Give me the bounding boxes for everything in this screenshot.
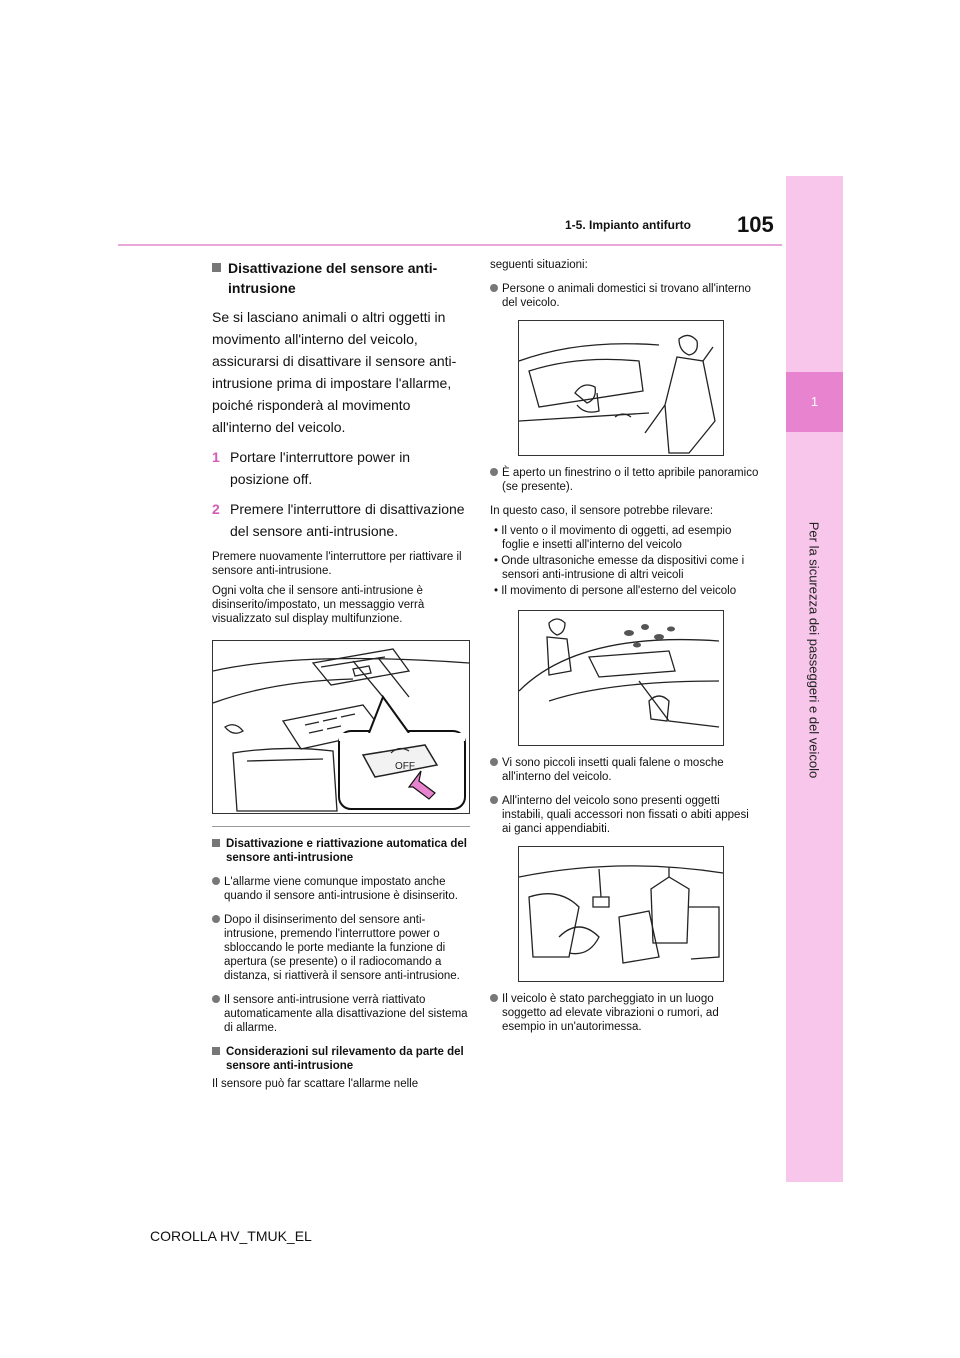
list-item: Dopo il disinserimento del sensore anti-intrusione, premendo l'interruttore power o sbloccando le porte mediante la funzione di apertura (se presente) o il radiocomando a distanza, si riattiverà il sensore anti-intrusione. — [212, 913, 470, 983]
heading-disable-sensor: Disattivazione del sensore anti-intrusione — [212, 258, 470, 298]
list-item: Persone o animali domestici si trovano all'interno del veicolo. — [490, 282, 760, 310]
bullet-dot-icon — [212, 995, 220, 1003]
section-divider — [212, 826, 470, 827]
left-column — [212, 258, 470, 1097]
overhead-console-illustration — [213, 641, 469, 813]
sunroof-open-illustration — [519, 611, 723, 745]
list-item: È aperto un finestrino o il tetto apribile panoramico (se presente). — [490, 466, 760, 494]
note-display-message: Ogni volta che il sensore anti-intrusione è disinserito/impostato, un messaggio verrà visualizzato sul display multifunzione. — [212, 585, 425, 625]
continued-text: seguenti situazioni: — [490, 259, 588, 271]
bullet-dot-icon — [490, 758, 498, 766]
detection-intro: In questo caso, il sensore potrebbe rilevare: — [490, 505, 714, 517]
bullet-dot-icon — [490, 468, 498, 476]
list-item: Il veicolo è stato parcheggiato in un luogo soggetto ad elevate vibrazioni o rumori, ad esempio in un'autorimessa. — [490, 992, 760, 1034]
header-rule — [118, 244, 782, 246]
list-item: All'interno del veicolo sono presenti oggetti instabili, quali accessori non fissati o abiti appesi ai ganci appendiabiti. — [490, 794, 760, 836]
bullet-dot-icon — [490, 284, 498, 292]
right-column — [490, 258, 760, 1044]
list-item: L'allarme viene comunque impostato anche quando il sensore anti-intrusione è disinserito. — [212, 875, 470, 903]
bullet-dot-icon — [490, 796, 498, 804]
square-bullet-icon — [212, 839, 220, 847]
sub-list-item: • Onde ultrasoniche emesse da dispositivi come i sensori anti-intrusione di altri veicoli — [494, 555, 745, 581]
square-bullet-icon — [212, 1047, 220, 1055]
heading-auto-reactivation: Disattivazione e riattivazione automatica del sensore anti-intrusione — [212, 837, 470, 865]
heading-detection-considerations: Considerazioni sul rilevamento da parte del sensore anti-intrusione — [212, 1045, 470, 1073]
figure-overhead-switch — [212, 640, 470, 814]
off-label: OFF — [395, 761, 415, 772]
list-item: Il sensore anti-intrusione verrà riattivato automaticamente alla disattivazione del sistema di allarme. — [212, 993, 470, 1035]
step-number: 2 — [212, 501, 220, 517]
figure-hanging-clothes — [518, 846, 724, 982]
bullet-dot-icon — [212, 915, 220, 923]
list-item: Vi sono piccoli insetti quali falene o mosche all'interno del veicolo. — [490, 756, 760, 784]
step-number: 1 — [212, 449, 220, 465]
step-1: 1 Portare l'interruttore power in posizione off. — [212, 446, 470, 490]
section-title: 1-5. Impianto antifurto — [565, 218, 691, 232]
note-reactivate: Premere nuovamente l'interruttore per riattivare il sensore anti-intrusione. — [212, 551, 462, 577]
car-interior-illustration — [519, 847, 723, 981]
person-dog-car-illustration — [519, 321, 723, 455]
figure-sunroof-leaves — [518, 610, 724, 746]
intro-paragraph: Se si lasciano animali o altri oggetti in movimento all'interno del veicolo, assicurarsi di disattivare il sensore anti-intrusione prima di impostare l'allarme, poiché risponderà al movimento all'interno del veicolo. — [212, 309, 457, 435]
footer-model: COROLLA HV_TMUK_EL — [150, 1228, 312, 1244]
chapter-tab: 1 — [786, 372, 843, 432]
figure-dog-in-car — [518, 320, 724, 456]
bullet-dot-icon — [212, 877, 220, 885]
step-2: 2 Premere l'interruttore di disattivazione del sensore anti-intrusione. — [212, 498, 470, 542]
page-number: 105 — [737, 212, 774, 237]
bullet-dot-icon — [490, 994, 498, 1002]
chapter-title: Per la sicurezza dei passeggeri e del veicolo — [806, 521, 822, 779]
detection-paragraph: Il sensore può far scattare l'allarme nelle — [212, 1078, 419, 1090]
square-bullet-icon — [212, 263, 221, 272]
sub-list-item: • Il movimento di persone all'esterno del veicolo — [494, 585, 737, 597]
sub-list-item: • Il vento o il movimento di oggetti, ad esempio foglie e insetti all'interno del veicolo — [494, 525, 732, 551]
